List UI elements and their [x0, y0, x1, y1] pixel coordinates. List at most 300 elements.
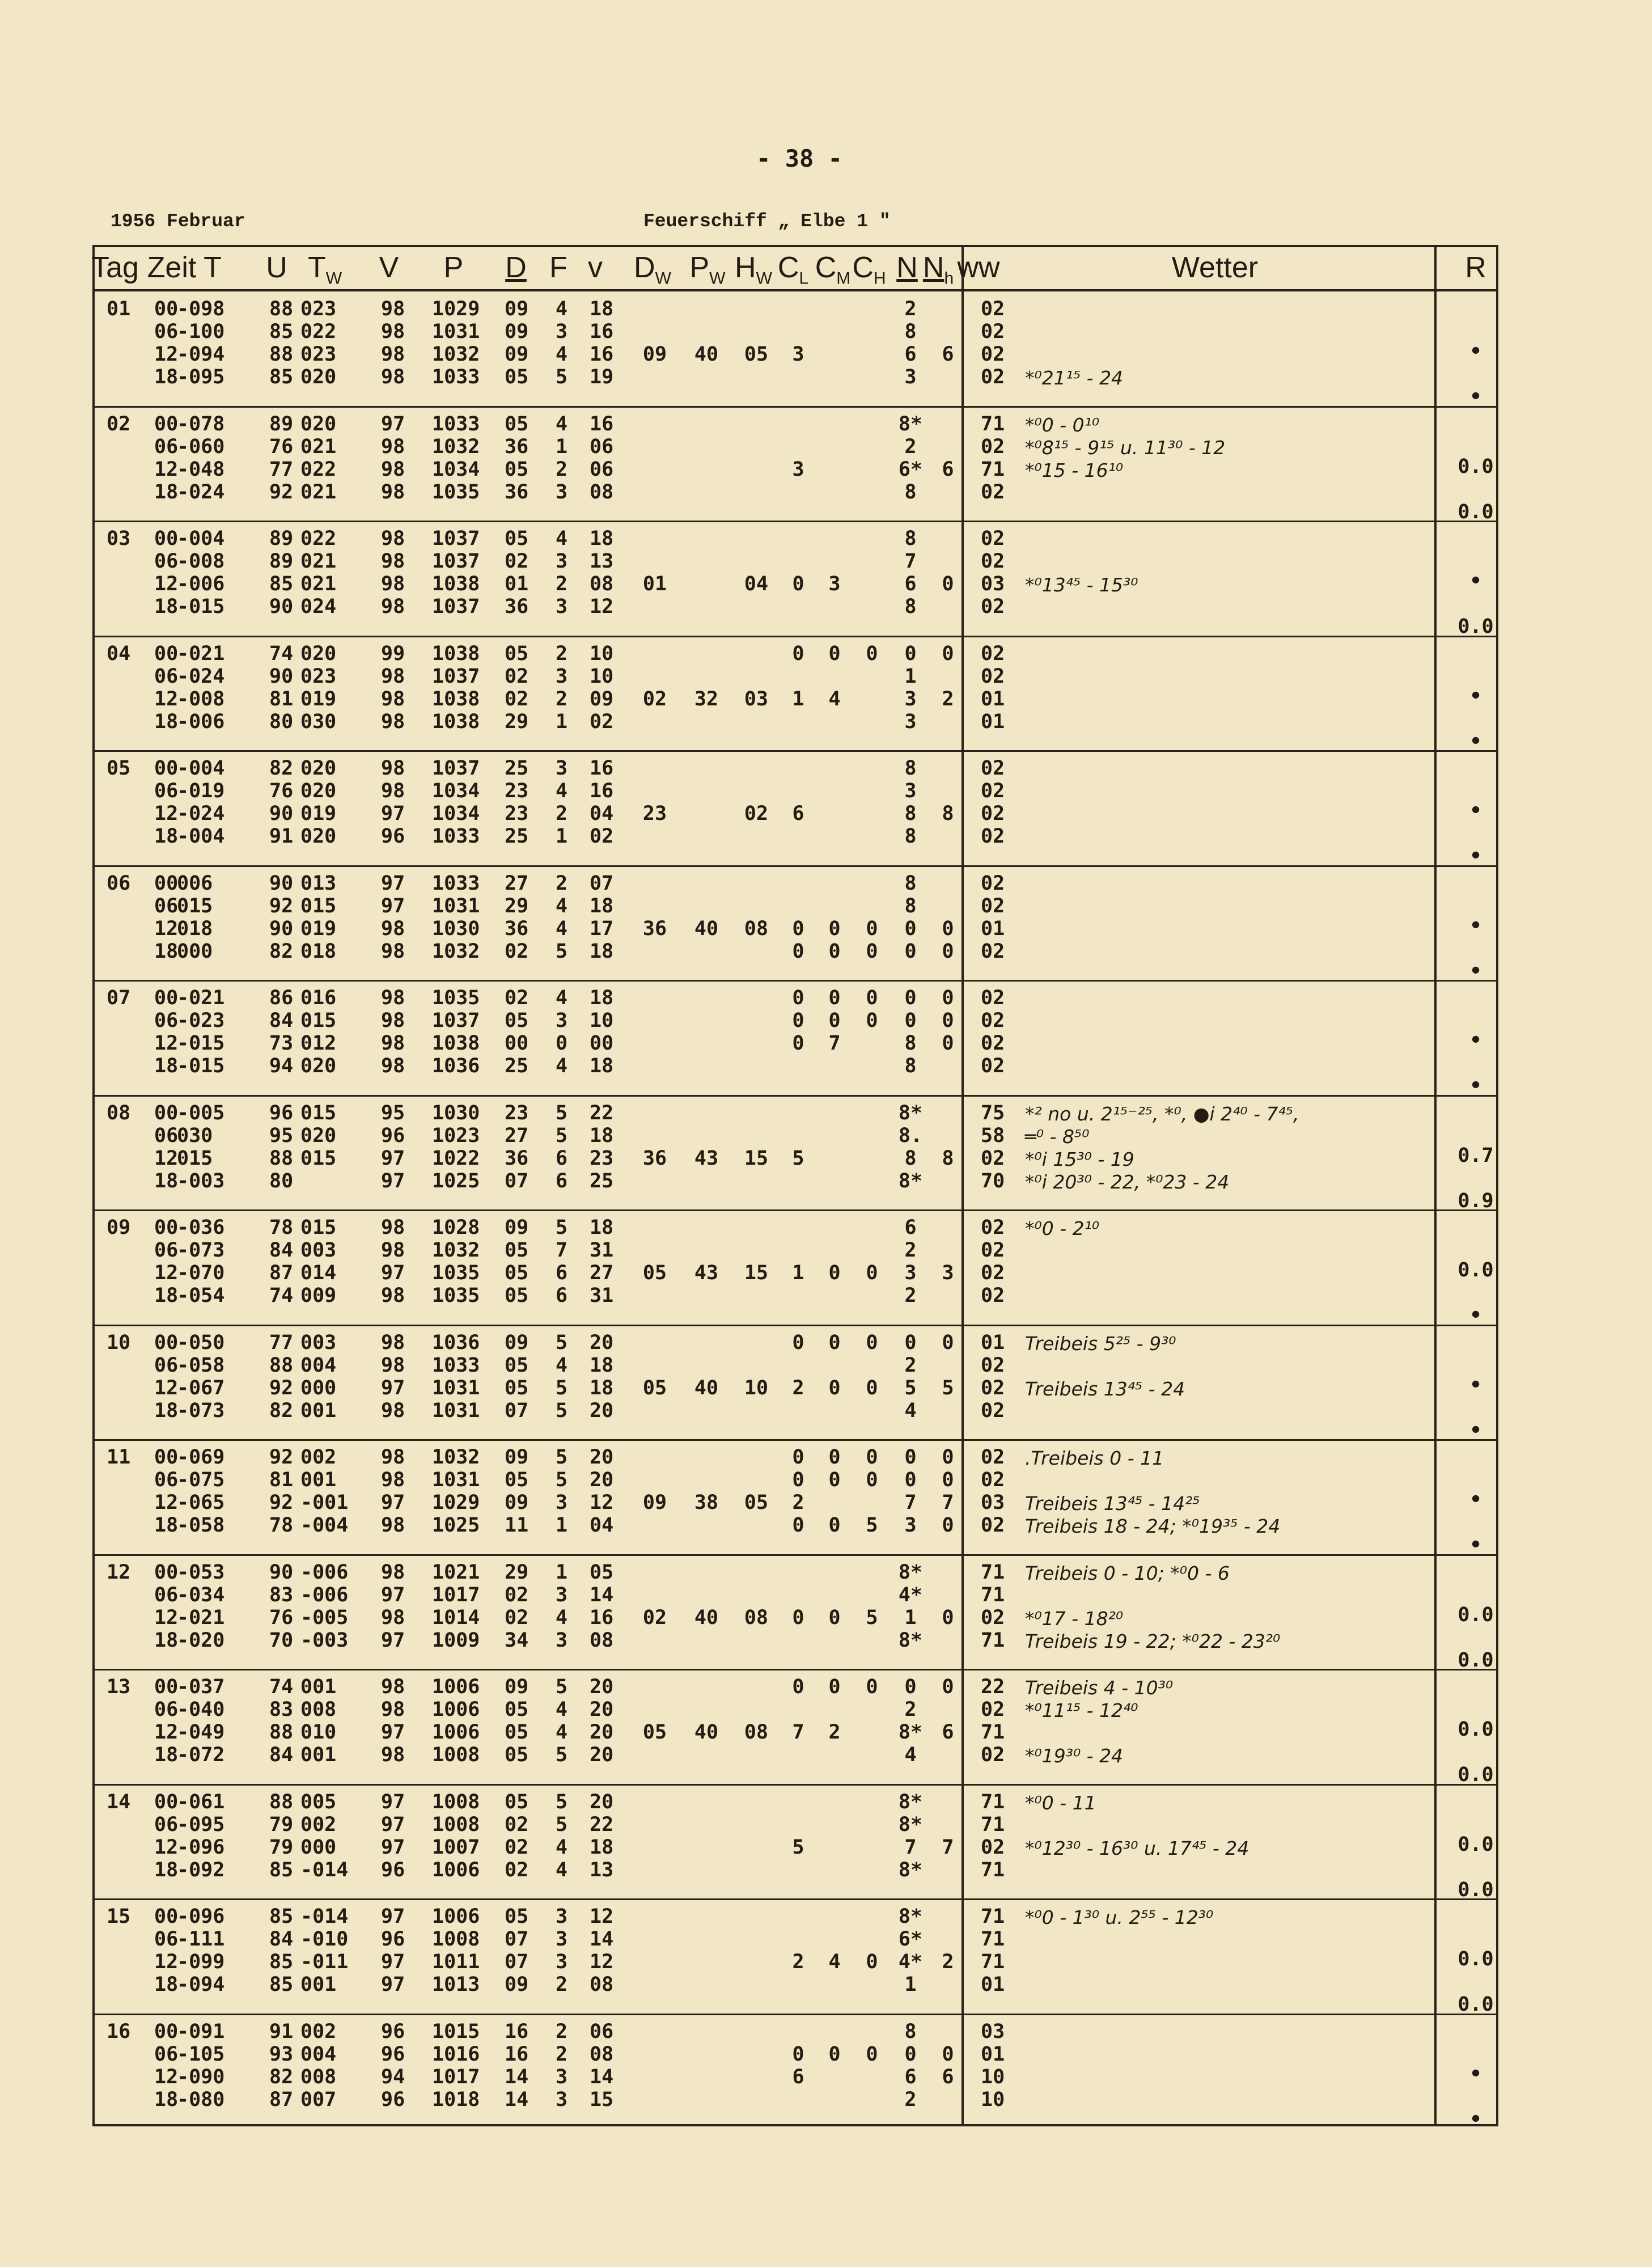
cell-d: 02 [505, 550, 529, 573]
day-divider [92, 865, 1498, 867]
cell-t: -015 [177, 1055, 225, 1077]
cell-t: -067 [177, 1376, 225, 1399]
column-divider-ww [961, 245, 964, 2126]
cell-zeit: 06 [154, 320, 179, 343]
weather-note: Treibeis 5²⁵ - 9³⁰ [1025, 1332, 1176, 1355]
column-header-subscript: L [799, 269, 809, 288]
cell-f: 3 [556, 1951, 568, 1973]
cell-zeit: 18 [154, 595, 179, 618]
cell-f: 4 [556, 780, 568, 802]
cell-n: 5 [904, 1376, 917, 1399]
cell-tw: 030 [300, 710, 337, 733]
cell-tw: 003 [300, 1239, 337, 1262]
cell-u: 88 [269, 1790, 294, 1813]
cell-p: 1032 [432, 1239, 480, 1262]
cell-ch: 0 [866, 642, 878, 665]
cell-ww: 02 [981, 298, 1005, 320]
cell-v: 20 [590, 1790, 614, 1813]
cell-n: 3 [904, 366, 917, 388]
cell-t: -099 [177, 1951, 225, 1973]
cell-n: 8* [898, 412, 923, 435]
cell-ww: 02 [981, 802, 1005, 825]
cell-n: 8* [898, 1858, 923, 1881]
cell-n: 8 [904, 825, 917, 848]
column-header-cl: $C_L$ [777, 251, 809, 288]
cell-f: 5 [556, 1101, 568, 1124]
cell-v: 97 [381, 1376, 405, 1399]
cell-v: 14 [590, 1928, 614, 1951]
cell-zeit: 06 [154, 2042, 179, 2066]
cell-v: 98 [381, 435, 405, 458]
cell-u: 76 [269, 780, 294, 802]
cell-u: 94 [269, 1055, 294, 1077]
cell-d: 05 [505, 1698, 529, 1721]
cell-v: 97 [381, 1262, 405, 1284]
cell-t: -020 [177, 1629, 225, 1652]
cell-f: 5 [556, 1124, 568, 1147]
cell-nh: 8 [942, 802, 954, 825]
cell-ww: 70 [981, 1169, 1005, 1192]
cell-d: 36 [505, 917, 529, 940]
cell-u: 73 [269, 1032, 294, 1055]
cell-u: 85 [269, 1905, 294, 1928]
day-number: 04 [107, 642, 131, 665]
cell-pw: 40 [694, 1606, 719, 1629]
cell-zeit: 12 [154, 1721, 179, 1744]
cell-v: 18 [590, 527, 614, 550]
cell-t: -048 [177, 458, 225, 481]
cell-zeit: 00 [154, 1905, 179, 1928]
cell-v: 96 [381, 1928, 405, 1951]
cell-p: 1031 [432, 1376, 480, 1399]
cell-f: 5 [556, 1744, 568, 1766]
cell-cl: 0 [792, 1469, 804, 1491]
cell-f: 5 [556, 1469, 568, 1491]
cell-zeit: 06 [154, 1239, 179, 1262]
cell-p: 1038 [432, 710, 480, 733]
cell-pw: 43 [694, 1262, 719, 1284]
precipitation-value: 0.0 [1458, 1603, 1494, 1626]
precipitation-value: • [1469, 1373, 1482, 1397]
cell-v: 10 [590, 642, 614, 665]
cell-d: 02 [505, 665, 529, 688]
cell-v: 06 [590, 435, 614, 458]
cell-v: 98 [381, 1698, 405, 1721]
cell-ch: 0 [866, 1469, 878, 1491]
cell-tw: 012 [300, 1032, 337, 1055]
cell-d: 25 [505, 757, 529, 780]
cell-t: -053 [177, 1560, 225, 1584]
column-header-tw: $T_W$ [307, 251, 342, 288]
cell-v: 95 [381, 1101, 405, 1124]
cell-u: 96 [269, 1101, 294, 1124]
cell-ww: 02 [981, 1744, 1005, 1766]
cell-p: 1035 [432, 1284, 480, 1307]
cell-d: 05 [505, 366, 529, 388]
cell-n: 8. [898, 1124, 923, 1147]
cell-v: 14 [590, 1583, 614, 1606]
cell-u: 85 [269, 1973, 294, 1996]
cell-d: 27 [505, 1124, 529, 1147]
cell-zeit: 12 [154, 343, 179, 366]
cell-v: 14 [590, 2065, 614, 2088]
cell-u: 80 [269, 710, 294, 733]
cell-p: 1016 [432, 2042, 480, 2066]
cell-n: 1 [904, 1973, 917, 1996]
cell-n: 6* [898, 1928, 923, 1951]
cell-d: 05 [505, 1284, 529, 1307]
cell-p: 1031 [432, 1399, 480, 1422]
cell-n: 3 [904, 687, 917, 710]
cell-t: 030 [177, 1124, 213, 1147]
precipitation-value: 0.0 [1458, 615, 1494, 638]
weather-note: Treibeis 13⁴⁵ - 14²⁵ [1025, 1492, 1200, 1515]
cell-p: 1015 [432, 2020, 480, 2043]
cell-tw: 019 [300, 687, 337, 710]
cell-d: 02 [505, 1583, 529, 1606]
cell-tw: -004 [300, 1514, 349, 1537]
cell-ww: 02 [981, 1216, 1005, 1239]
column-header-v: V [379, 251, 399, 284]
cell-u: 79 [269, 1813, 294, 1836]
cell-ww: 71 [981, 458, 1005, 481]
column-header-wetter: Wetter [1171, 251, 1259, 284]
weather-note: *⁰15 - 16¹⁰ [1025, 459, 1124, 481]
cell-pw: 40 [694, 917, 719, 940]
cell-d: 05 [505, 1744, 529, 1766]
cell-u: 84 [269, 1239, 294, 1262]
cell-d: 36 [505, 1147, 529, 1170]
cell-cm: 0 [828, 940, 841, 963]
cell-n: 8 [904, 1147, 917, 1170]
precipitation-value: • [1469, 800, 1482, 822]
precipitation-value: 0.0 [1458, 1833, 1494, 1856]
cell-dw: 23 [642, 802, 667, 825]
cell-nh: 6 [942, 458, 954, 481]
cell-u: 76 [269, 435, 294, 458]
cell-v: 98 [381, 1032, 405, 1055]
cell-v: 20 [590, 1744, 614, 1766]
cell-v: 20 [590, 1399, 614, 1422]
column-header-f: F [549, 251, 567, 284]
cell-v: 98 [381, 366, 405, 388]
cell-f: 5 [556, 1376, 568, 1399]
cell-cm: 7 [828, 1032, 841, 1055]
cell-ww: 71 [981, 1905, 1005, 1928]
cell-n: 8 [904, 757, 917, 780]
cell-tw: 003 [300, 1331, 337, 1354]
cell-zeit: 00 [154, 1216, 179, 1239]
cell-tw: 020 [300, 780, 337, 802]
cell-n: 8* [898, 1905, 923, 1928]
cell-zeit: 06 [154, 1354, 179, 1377]
cell-cl: 1 [792, 687, 804, 710]
cell-u: 85 [269, 1951, 294, 1973]
cell-zeit: 12 [154, 573, 179, 595]
cell-d: 23 [505, 1101, 529, 1124]
cell-t: -004 [177, 757, 225, 780]
cell-v: 18 [590, 1055, 614, 1077]
cell-ww: 02 [981, 757, 1005, 780]
cell-d: 05 [505, 1905, 529, 1928]
cell-n: 7 [904, 1491, 917, 1514]
cell-ww: 02 [981, 940, 1005, 963]
cell-v: 15 [590, 2088, 614, 2111]
cell-zeit: 06 [154, 1583, 179, 1606]
precipitation-value: • [1469, 570, 1482, 593]
cell-f: 3 [556, 2065, 568, 2088]
day-number: 03 [107, 527, 131, 550]
cell-f: 6 [556, 1147, 568, 1170]
cell-cl: 0 [792, 1676, 804, 1698]
cell-t: -024 [177, 665, 225, 688]
cell-ww: 03 [981, 573, 1005, 595]
cell-ww: 02 [981, 1284, 1005, 1307]
cell-tw: 004 [300, 1354, 337, 1377]
cell-u: 89 [269, 527, 294, 550]
cell-u: 91 [269, 825, 294, 848]
cell-u: 82 [269, 1399, 294, 1422]
cell-cl: 0 [792, 987, 804, 1009]
cell-nh: 6 [942, 1721, 954, 1744]
cell-u: 85 [269, 320, 294, 343]
day-number: 14 [107, 1790, 131, 1813]
cell-cm: 0 [828, 1262, 841, 1284]
cell-p: 1028 [432, 1216, 480, 1239]
cell-d: 07 [505, 1169, 529, 1192]
cell-ww: 02 [981, 1032, 1005, 1055]
cell-f: 3 [556, 2088, 568, 2111]
cell-d: 05 [505, 458, 529, 481]
cell-cl: 2 [792, 1491, 804, 1514]
weather-note: *⁰12³⁰ - 16³⁰ u. 17⁴⁵ - 24 [1025, 1837, 1249, 1859]
weather-note: *⁰13⁴⁵ - 15³⁰ [1025, 574, 1138, 596]
cell-n: 2 [904, 1354, 917, 1377]
cell-tw: 021 [300, 550, 337, 573]
cell-d: 36 [505, 595, 529, 618]
cell-n: 8* [898, 1101, 923, 1124]
cell-tw: 009 [300, 1284, 337, 1307]
cell-p: 1035 [432, 480, 480, 504]
cell-u: 82 [269, 940, 294, 963]
cell-f: 2 [556, 458, 568, 481]
cell-ww: 01 [981, 1331, 1005, 1354]
cell-cl: 5 [792, 1835, 804, 1859]
cell-d: 02 [505, 687, 529, 710]
cell-u: 92 [269, 480, 294, 504]
cell-v: 97 [381, 1835, 405, 1859]
cell-zeit: 00 [154, 412, 179, 435]
cell-v: 10 [590, 665, 614, 688]
cell-v: 97 [381, 802, 405, 825]
cell-d: 07 [505, 1928, 529, 1951]
cell-nh: 0 [942, 1514, 954, 1537]
cell-tw: -014 [300, 1858, 349, 1881]
cell-v: 04 [590, 1514, 614, 1537]
cell-n: 8* [898, 1813, 923, 1836]
cell-f: 4 [556, 894, 568, 917]
cell-u: 85 [269, 573, 294, 595]
cell-d: 02 [505, 1606, 529, 1629]
day-divider [92, 1898, 1498, 1900]
cell-u: 85 [269, 366, 294, 388]
cell-nh: 0 [942, 1032, 954, 1055]
cell-zeit: 18 [154, 366, 179, 388]
cell-t: -058 [177, 1514, 225, 1537]
cell-u: 88 [269, 1721, 294, 1744]
header-period: 1956 Februar [111, 211, 245, 232]
cell-ww: 02 [981, 1446, 1005, 1469]
cell-t: -065 [177, 1491, 225, 1514]
cell-d: 05 [505, 1262, 529, 1284]
cell-ww: 71 [981, 412, 1005, 435]
cell-ch: 0 [866, 1951, 878, 1973]
cell-u: 83 [269, 1698, 294, 1721]
cell-nh: 0 [942, 917, 954, 940]
cell-u: 95 [269, 1124, 294, 1147]
cell-t: -098 [177, 298, 225, 320]
cell-ww: 10 [981, 2088, 1005, 2111]
cell-u: 78 [269, 1514, 294, 1537]
cell-f: 3 [556, 480, 568, 504]
cell-v: 96 [381, 2020, 405, 2043]
cell-d: 36 [505, 480, 529, 504]
column-header-subscript: H [873, 269, 886, 288]
cell-ww: 71 [981, 1721, 1005, 1744]
cell-d: 02 [505, 1858, 529, 1881]
cell-zeit: 12 [154, 1032, 179, 1055]
column-header-ch: $C_H$ [852, 251, 886, 288]
day-divider [92, 750, 1498, 752]
cell-u: 84 [269, 1009, 294, 1032]
cell-dw: 02 [642, 687, 667, 710]
cell-n: 6 [904, 2065, 917, 2088]
cell-f: 4 [556, 987, 568, 1009]
day-number: 07 [107, 987, 131, 1009]
cell-zeit: 00 [154, 298, 179, 320]
cell-zeit: 18 [154, 710, 179, 733]
weather-note: *⁰19³⁰ - 24 [1025, 1745, 1124, 1767]
cell-v: 98 [381, 1331, 405, 1354]
cell-f: 5 [556, 1399, 568, 1422]
cell-v: 16 [590, 1606, 614, 1629]
cell-v: 16 [590, 412, 614, 435]
cell-f: 5 [556, 1331, 568, 1354]
cell-zeit: 06 [154, 1928, 179, 1951]
cell-tw: 021 [300, 480, 337, 504]
column-header-d: D [505, 251, 527, 284]
cell-d: 09 [505, 1676, 529, 1698]
weather-note: *⁰21¹⁵ - 24 [1025, 367, 1124, 389]
cell-d: 16 [505, 2042, 529, 2066]
cell-f: 3 [556, 1905, 568, 1928]
cell-t: -070 [177, 1262, 225, 1284]
cell-zeit: 18 [154, 1858, 179, 1881]
cell-cm: 0 [828, 1676, 841, 1698]
cell-u: 70 [269, 1629, 294, 1652]
cell-n: 0 [904, 642, 917, 665]
cell-hw: 08 [744, 917, 769, 940]
cell-nh: 2 [942, 1951, 954, 1973]
cell-v: 16 [590, 780, 614, 802]
cell-n: 3 [904, 780, 917, 802]
cell-p: 1011 [432, 1951, 480, 1973]
cell-dw: 05 [642, 1376, 667, 1399]
precipitation-value: 0.0 [1458, 1993, 1494, 2016]
cell-dw: 36 [642, 1147, 667, 1170]
precipitation-value: • [1469, 845, 1482, 868]
cell-tw: 013 [300, 872, 337, 895]
cell-ww: 02 [981, 642, 1005, 665]
cell-hw: 15 [744, 1147, 769, 1170]
cell-v: 98 [381, 458, 405, 481]
cell-ww: 71 [981, 1813, 1005, 1836]
cell-t: -094 [177, 1973, 225, 1996]
cell-p: 1033 [432, 366, 480, 388]
cell-d: 29 [505, 710, 529, 733]
cell-f: 1 [556, 710, 568, 733]
cell-zeit: 12 [154, 1951, 179, 1973]
precipitation-value: 0.0 [1458, 455, 1494, 478]
cell-f: 5 [556, 1813, 568, 1836]
column-header-subscript: h [944, 269, 954, 288]
cell-v: 98 [381, 917, 405, 940]
cell-v: 96 [381, 2088, 405, 2111]
cell-zeit: 00 [154, 1790, 179, 1813]
day-divider [92, 1209, 1498, 1211]
cell-zeit: 12 [154, 2065, 179, 2088]
cell-pw: 40 [694, 1376, 719, 1399]
cell-d: 05 [505, 527, 529, 550]
cell-v: 98 [381, 320, 405, 343]
cell-ww: 02 [981, 366, 1005, 388]
cell-nh: 0 [942, 940, 954, 963]
cell-v: 96 [381, 2042, 405, 2066]
cell-ww: 01 [981, 2042, 1005, 2066]
cell-u: 85 [269, 1858, 294, 1881]
cell-zeit: 18 [154, 1744, 179, 1766]
cell-cl: 0 [792, 1514, 804, 1537]
cell-n: 3 [904, 1514, 917, 1537]
cell-v: 18 [590, 1835, 614, 1859]
cell-ch: 0 [866, 1676, 878, 1698]
cell-n: 0 [904, 1331, 917, 1354]
cell-f: 3 [556, 1928, 568, 1951]
column-header-u: U [266, 251, 287, 284]
header-station: Feuerschiff „ Elbe 1 " [643, 211, 891, 232]
cell-n: 2 [904, 2088, 917, 2111]
cell-tw: 020 [300, 642, 337, 665]
cell-u: 90 [269, 595, 294, 618]
cell-tw: 022 [300, 320, 337, 343]
cell-v: 98 [381, 757, 405, 780]
cell-n: 8 [904, 872, 917, 895]
cell-u: 82 [269, 757, 294, 780]
cell-tw: 007 [300, 2088, 337, 2111]
weather-note: *⁰0 - 2¹⁰ [1025, 1217, 1100, 1240]
cell-dw: 01 [642, 573, 667, 595]
cell-ww: 02 [981, 1262, 1005, 1284]
cell-d: 05 [505, 1239, 529, 1262]
cell-f: 1 [556, 1514, 568, 1537]
cell-v: 20 [590, 1331, 614, 1354]
cell-tw: 023 [300, 298, 337, 320]
cell-t: 015 [177, 1147, 213, 1170]
cell-t: -058 [177, 1354, 225, 1377]
cell-zeit: 00 [154, 642, 179, 665]
day-number: 05 [107, 757, 131, 780]
cell-n: 0 [904, 2042, 917, 2066]
